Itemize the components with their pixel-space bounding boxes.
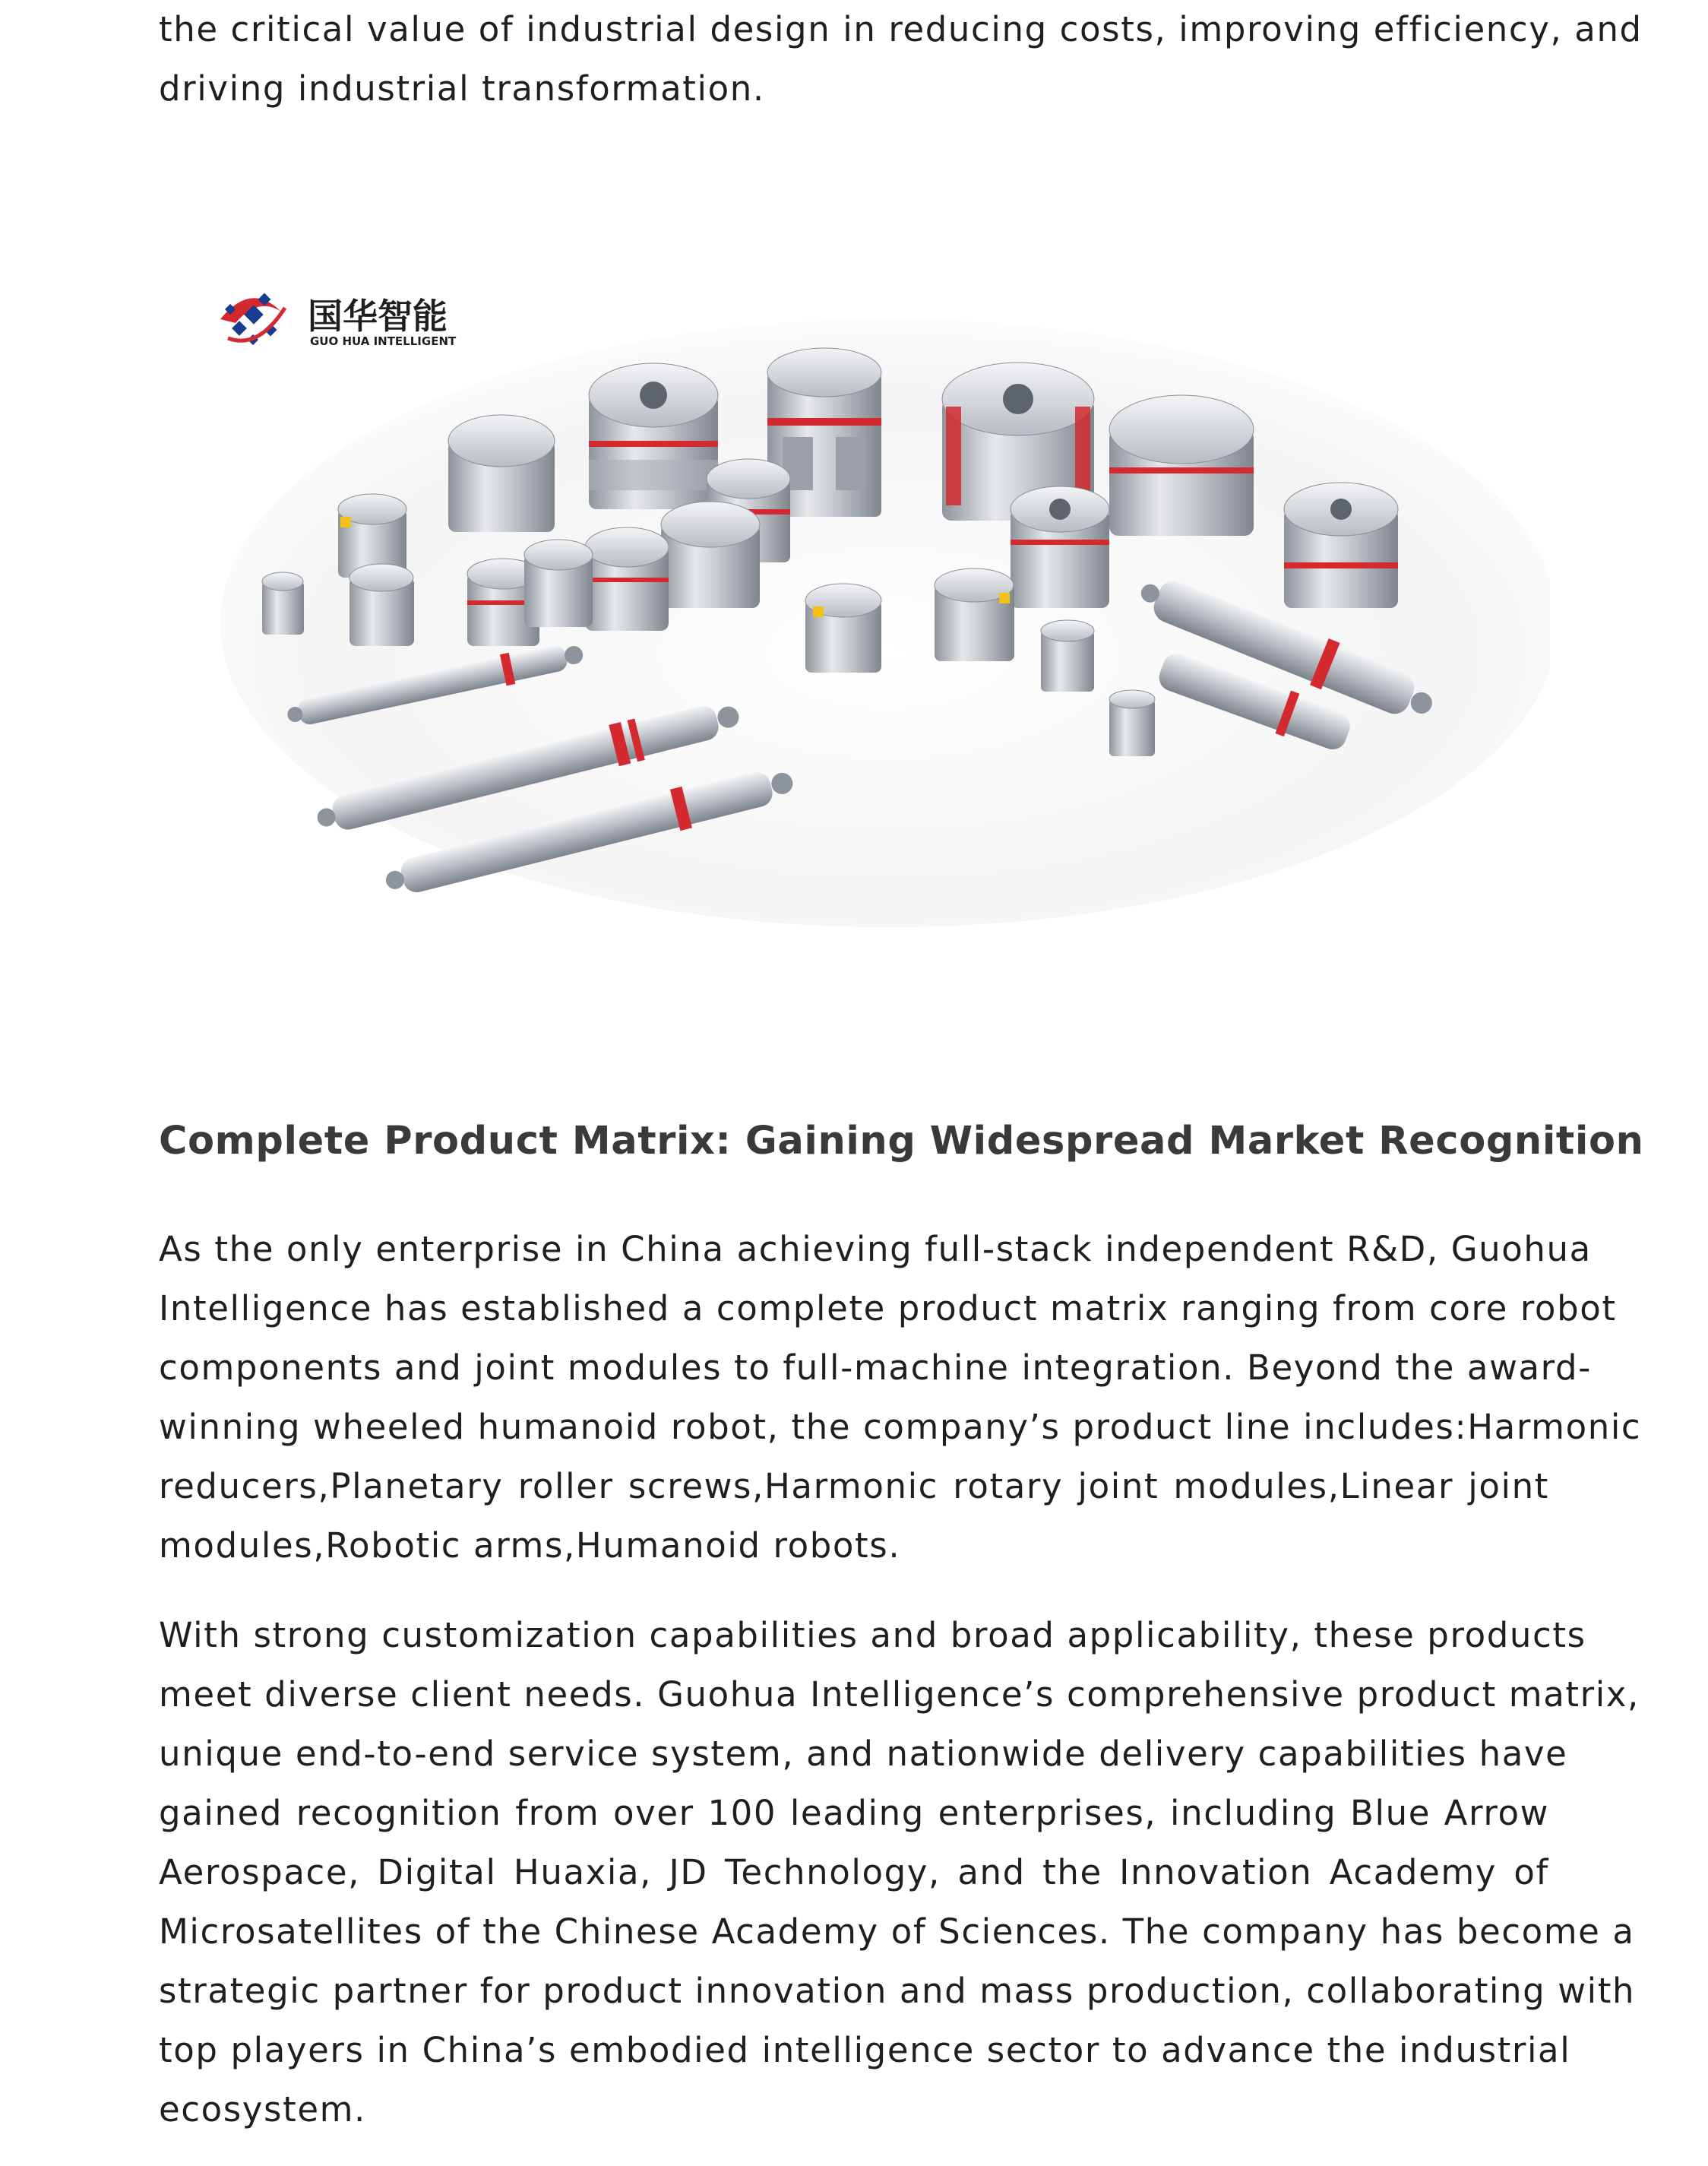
text-line: Aerospace, Digital Huaxia, JD Technology, and the Innovation Academy of bbox=[159, 1852, 1549, 1892]
text-line: With strong customization capabilities and broad applicability, these products bbox=[159, 1615, 1586, 1655]
text-line: top players in China’s embodied intelligence sector to advance the industrial bbox=[159, 2030, 1571, 2070]
text-line: modules,Robotic arms,Humanoid robots. bbox=[159, 1525, 901, 1566]
text-line: meet diverse client needs. Guohua Intelligence’s comprehensive product matrix, bbox=[159, 1674, 1640, 1715]
product-lineup-image bbox=[205, 266, 1550, 935]
text-line: reducers,Planetary roller screws,Harmonic rotary joint modules,Linear joint bbox=[159, 1466, 1549, 1506]
text-line: ecosystem. bbox=[159, 2089, 366, 2130]
text-line: gained recognition from over 100 leading enterprises, including Blue Arrow bbox=[159, 1793, 1549, 1833]
paragraph-market-recognition bbox=[159, 1606, 1640, 2139]
logo-mark-icon bbox=[220, 293, 285, 346]
paragraph-product-matrix bbox=[159, 1220, 1642, 1575]
company-logo bbox=[220, 293, 457, 348]
logo-english-text: GUO HUA INTELLIGENT bbox=[310, 334, 457, 348]
text-line: Microsatellites of the Chinese Academy of Sciences. The company has become a bbox=[159, 1911, 1635, 1952]
text-line: driving industrial transformation. bbox=[159, 68, 765, 109]
logo-chinese-text: 国华智能 bbox=[308, 296, 448, 337]
text-line: winning wheeled humanoid robot, the company’s product line includes:Harmonic bbox=[159, 1407, 1642, 1447]
section-heading: Complete Product Matrix: Gaining Widespread Market Recognition bbox=[159, 1119, 1644, 1164]
text-line: As the only enterprise in China achieving full-stack independent R&D, Guohua bbox=[159, 1229, 1592, 1269]
intro-paragraph-tail bbox=[159, 0, 1643, 119]
text-line: strategic partner for product innovation and mass production, collaborating with bbox=[159, 1971, 1636, 2011]
product-lineup-illustration bbox=[205, 266, 1550, 935]
text-line: components and joint modules to full-machine integration. Beyond the award- bbox=[159, 1347, 1592, 1388]
text-line: Intelligence has established a complete product matrix ranging from core robot bbox=[159, 1288, 1617, 1328]
text-line: unique end-to-end service system, and nationwide delivery capabilities have bbox=[159, 1734, 1568, 1774]
text-line: the critical value of industrial design in reducing costs, improving efficiency, and bbox=[159, 9, 1643, 49]
